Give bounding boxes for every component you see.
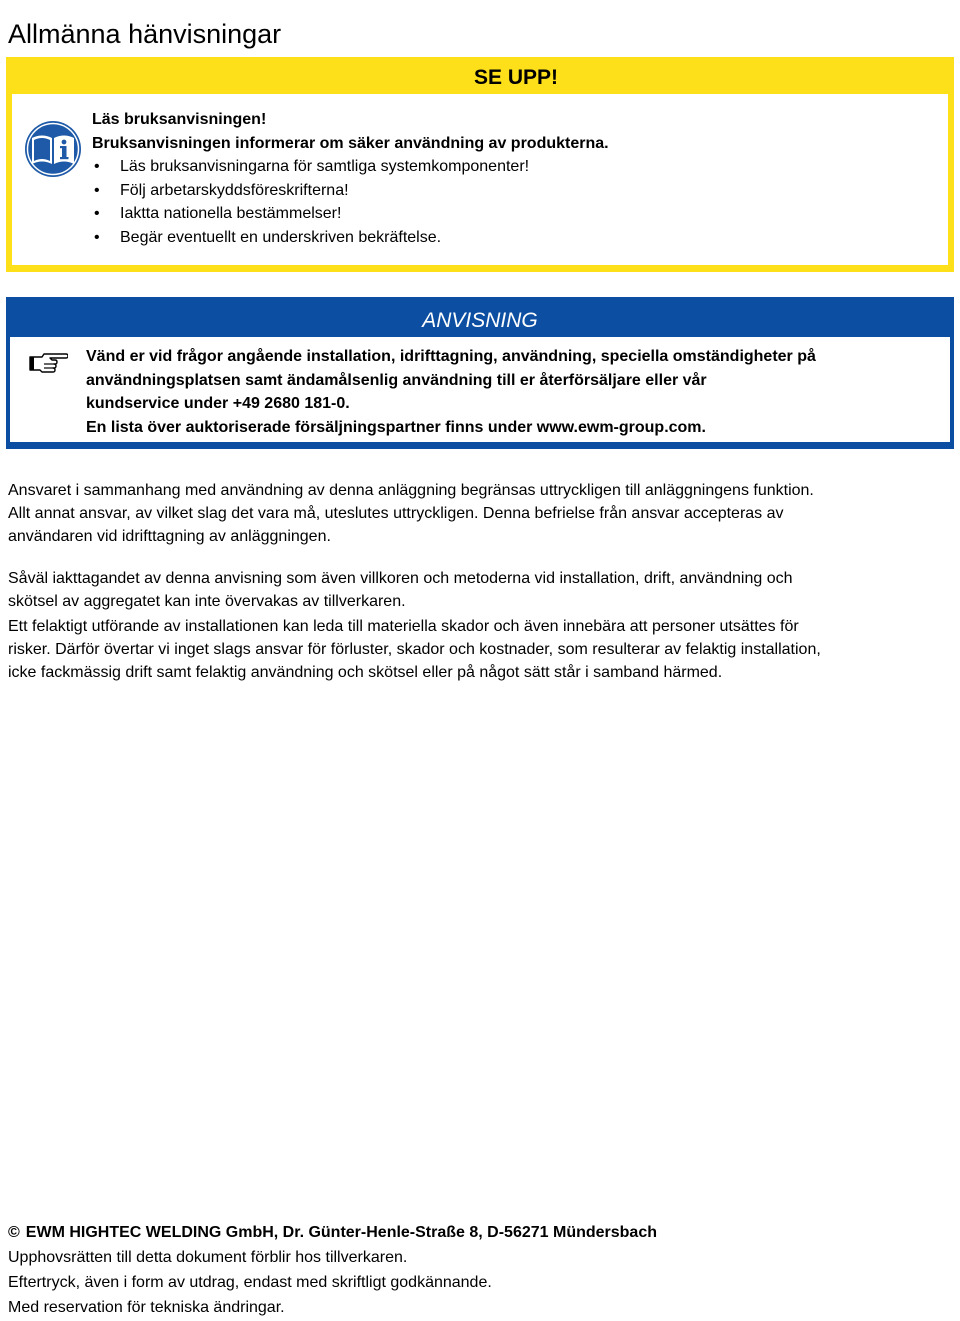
pointing-hand-icon [28, 351, 68, 375]
paragraph-line: Ett felaktigt utförande av installationen kan leda till materiella skador och även innebära att personer utsättes för [8, 618, 799, 635]
monitoring-paragraph [8, 567, 952, 613]
caution-text [92, 108, 609, 249]
bullet: • [94, 205, 100, 222]
notice-line: användningsplatsen samt ändamålsenlig användning till er återförsäljare eller vår [86, 371, 707, 389]
paragraph-line: Allt annat ansvar, av vilket slag det vara må, uteslutes uttryckligen. Denna befrielse från ansvar accepteras av [8, 505, 784, 522]
installation-paragraph [8, 615, 952, 684]
notice-text [86, 345, 946, 439]
list-item [92, 226, 609, 250]
notice-header: ANVISNING [422, 309, 538, 332]
liability-paragraph [8, 479, 952, 548]
page-title: Allmänna hänvisningar [8, 19, 282, 50]
caution-header: SE UPP! [473, 66, 558, 89]
bullet: • [94, 181, 100, 199]
notice-content [10, 337, 950, 442]
paragraph-line: Ansvaret i sammanhang med användning av denna anläggning begränsas uttryckligen till anläggningens funktion. [8, 482, 814, 499]
notice-line: En lista över auktoriserade försäljningspartner finns under www.ewm-group.com. [86, 418, 706, 436]
bullet: • [94, 158, 100, 175]
list-item [92, 202, 609, 226]
caution-line-purpose: Bruksanvisningen informerar om säker användning av produkterna. [92, 134, 609, 152]
bullet-text: Iaktta nationella bestämmelser! [120, 205, 342, 222]
copyright-notice: Upphovsrätten till detta dokument förblir hos tillverkaren. [8, 1249, 408, 1266]
bullet: • [94, 228, 100, 246]
notice-line: Vänd er vid frågor angående installation, idrifttagning, användning, speciella omständigheter på [86, 348, 816, 365]
bullet-text: Begär eventuellt en underskriven bekräftelse. [120, 228, 442, 246]
bullet-text: Läs bruksanvisningarna för samtliga systemkomponenter! [120, 158, 530, 175]
bullet-text: Följ arbetarskyddsföreskrifterna! [120, 181, 349, 199]
company-address: EWM HIGHTEC WELDING GmbH, Dr. Günter-Henle-Straße 8, D-56271 Mündersbach [25, 1224, 657, 1241]
notice-line: kundservice under +49 2680 181-0. [86, 395, 350, 412]
reprint-notice: Eftertryck, även i form av utdrag, endast med skriftligt godkännande. [8, 1274, 492, 1291]
footer [8, 1220, 657, 1320]
changes-notice: Med reservation för tekniska ändringar. [8, 1299, 285, 1316]
read-manual-icon [24, 120, 82, 178]
caution-line-read-manual: Läs bruksanvisningen! [92, 111, 267, 128]
company-line [8, 1220, 657, 1245]
paragraph-line: icke fackmässig drift samt felaktig användning och skötsel eller på något sätt står i samband härmed. [8, 664, 723, 681]
caution-content [12, 94, 948, 265]
list-item [92, 179, 609, 203]
list-item [92, 155, 609, 179]
caution-box [6, 57, 954, 272]
paragraph-line: användaren vid idrifttagning av anläggningen. [8, 528, 331, 545]
copyright-symbol: © [8, 1224, 20, 1241]
paragraph-line: risker. Därför övertar vi inget slags ansvar för förluster, skador och kostnader, som resulterar av felaktig installation, [8, 641, 821, 658]
notice-box [6, 297, 954, 449]
paragraph-line: skötsel av aggregatet kan inte övervakas av tillverkaren. [8, 593, 406, 610]
paragraph-line: Såväl iakttagandet av denna anvisning som även villkoren och metoderna vid installation, drift, användning och [8, 570, 793, 587]
